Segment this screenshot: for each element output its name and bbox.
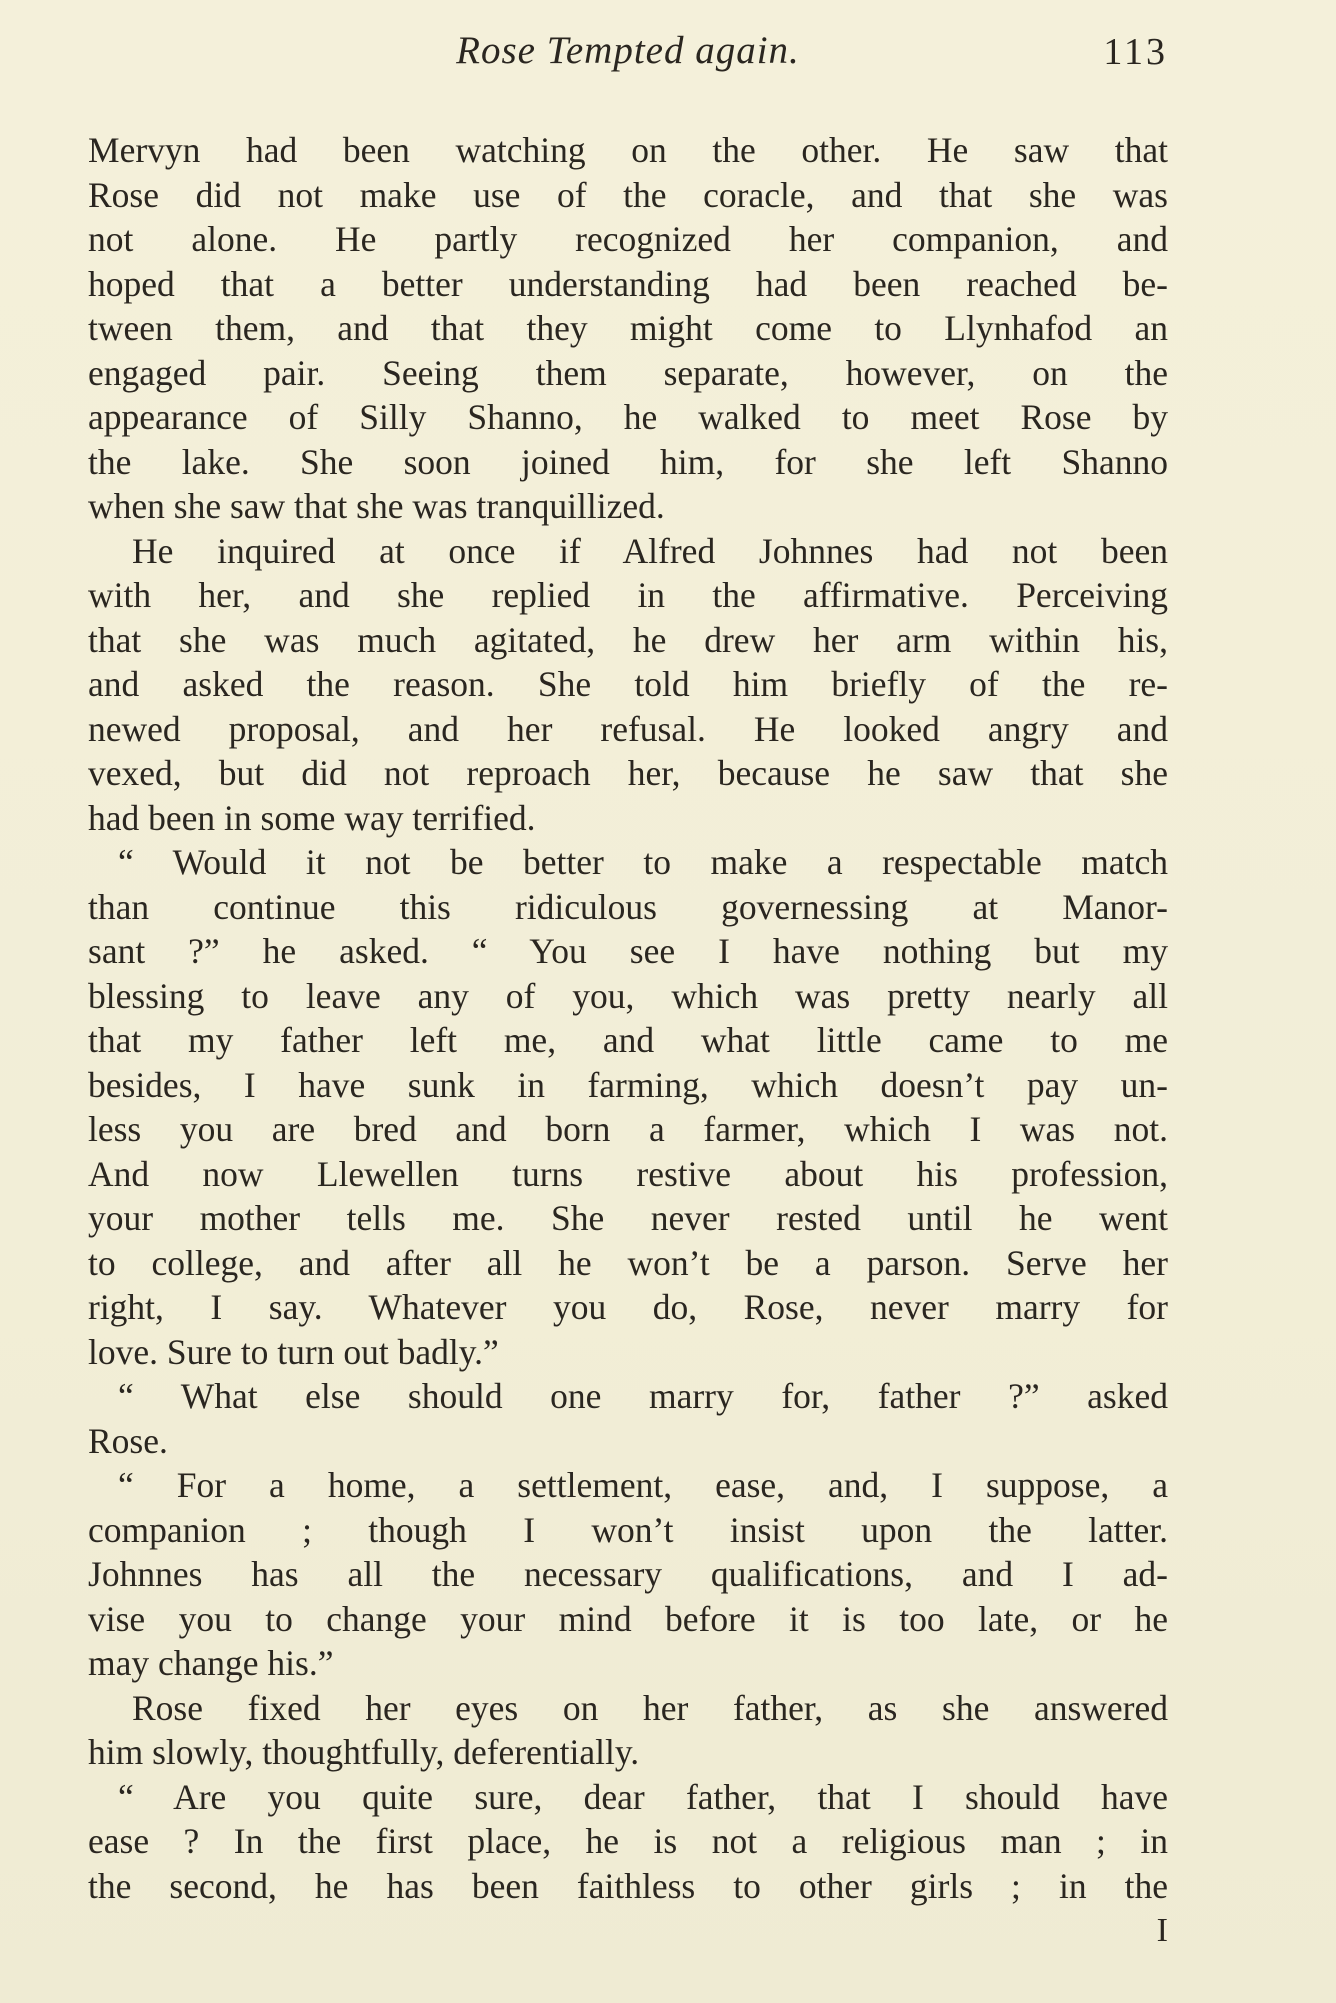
text-line: Rose did not make use of the coracle, and that she was xyxy=(88,174,1168,215)
text-line: tween them, and that they might come to Llynhafod an xyxy=(88,308,1168,348)
text-line: your mother tells me. She never rested until he went xyxy=(88,1198,1168,1238)
text-line: ease ? In the first place, he is not a religious man ; in xyxy=(88,1821,1168,1861)
text-line: sant ?” he asked. “ You see I have nothing but my xyxy=(88,931,1168,971)
text-line: with her, and she replied in the affirmative. Perceiving xyxy=(88,575,1168,615)
text-line: the second, he has been faithless to other girls ; in the xyxy=(88,1865,1168,1906)
text-line: that my father left me, and what little came to me xyxy=(88,1020,1168,1060)
text-line: Johnnes has all the necessary qualifications, and I ad- xyxy=(88,1554,1168,1594)
text-line: engaged pair. Seeing them separate, however, on the xyxy=(88,352,1168,393)
text-line: “ For a home, a settlement, ease, and, I suppose, a xyxy=(118,1465,1168,1505)
text-line: blessing to leave any of you, which was pretty nearly all xyxy=(88,975,1168,1016)
text-line: newed proposal, and her refusal. He looked angry and xyxy=(88,708,1168,749)
text-line: when she saw that she was tranquillized. xyxy=(88,486,665,526)
text-line: companion ; though I won’t insist upon the latter. xyxy=(88,1509,1168,1550)
text-line: to college, and after all he won’t be a parson. Serve her xyxy=(88,1242,1168,1283)
text-line: And now Llewellen turns restive about his profession, xyxy=(88,1153,1168,1194)
text-line: “ Are you quite sure, dear father, that I should have xyxy=(118,1776,1168,1817)
text-line: that she was much agitated, he drew her arm within his, xyxy=(88,619,1168,660)
text-line: and asked the reason. She told him briefly of the re- xyxy=(88,664,1168,704)
text-line: Rose fixed her eyes on her father, as she answered xyxy=(132,1687,1168,1728)
text-line: the lake. She soon joined him, for she left Shanno xyxy=(88,441,1168,482)
text-line: vise you to change your mind before it is too late, or he xyxy=(88,1598,1168,1639)
text-line: Mervyn had been watching on the other. He saw that xyxy=(88,130,1168,170)
text-line: “ Would it not be better to make a respectable match xyxy=(118,842,1168,882)
text-line: hoped that a better understanding had been reached be- xyxy=(88,263,1168,304)
text-line: him slowly, thoughtfully, deferentially. xyxy=(88,1732,640,1772)
text-line: He inquired at once if Alfred Johnnes had not been xyxy=(132,530,1168,571)
text-line: besides, I have sunk in farming, which doesn’t pay un- xyxy=(88,1064,1168,1105)
body-text xyxy=(88,128,1168,1908)
text-line: “ What else should one marry for, father ?” asked xyxy=(118,1376,1168,1416)
signature-mark: I xyxy=(1156,1912,1168,1949)
text-line: not alone. He partly recognized her companion, and xyxy=(88,219,1168,259)
text-line: vexed, but did not reproach her, because he saw that she xyxy=(88,753,1168,793)
text-line: had been in some way terrified. xyxy=(88,797,536,838)
running-head xyxy=(88,28,1168,88)
running-title: Rose Tempted again. xyxy=(456,29,800,72)
text-line: appearance of Silly Shanno, he walked to meet Rose by xyxy=(88,397,1168,437)
text-line: less you are bred and born a farmer, which I was not. xyxy=(88,1109,1168,1149)
text-line: than continue this ridiculous governessing at Manor- xyxy=(88,886,1168,927)
page-number: 113 xyxy=(1103,31,1168,73)
text-line: right, I say. Whatever you do, Rose, never marry for xyxy=(88,1287,1168,1327)
text-line: love. Sure to turn out badly.” xyxy=(88,1331,499,1372)
text-line: Rose. xyxy=(88,1420,168,1461)
text-line: may change his.” xyxy=(88,1643,334,1683)
